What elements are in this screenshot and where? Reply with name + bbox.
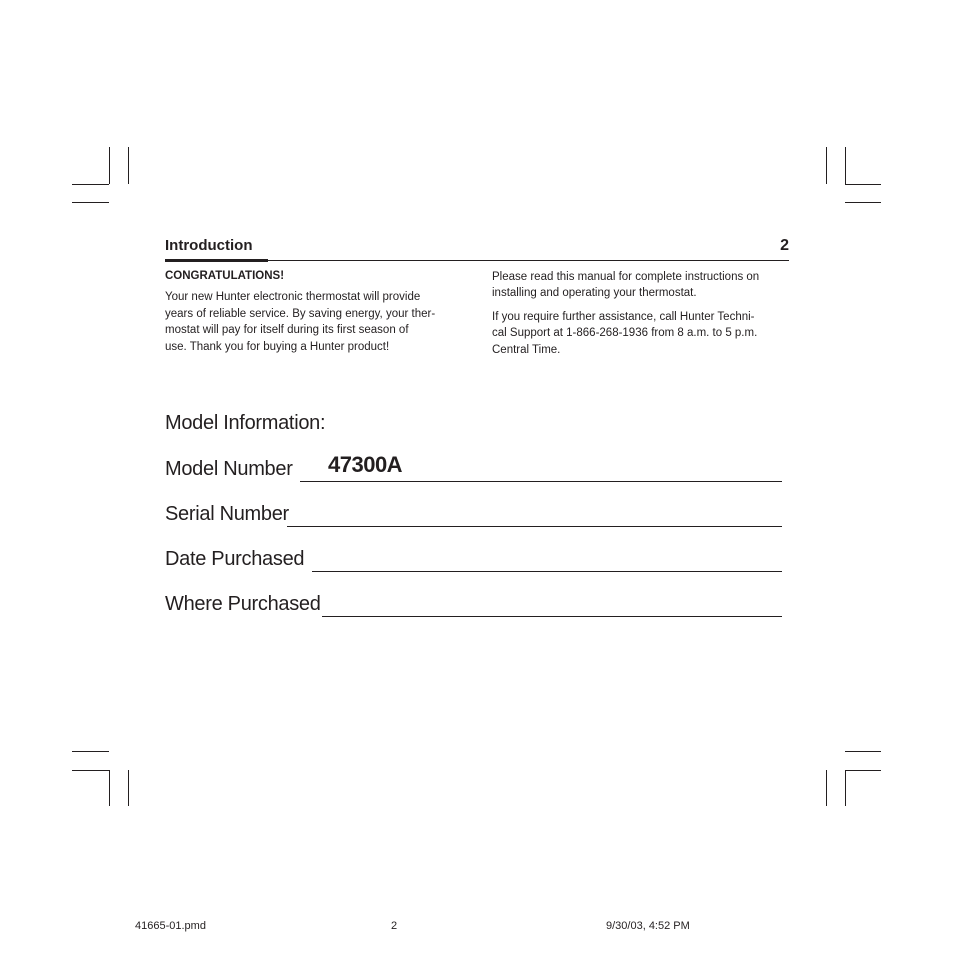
crop-mark [109,147,110,184]
crop-mark [128,147,129,184]
congratulations-block [165,268,465,355]
model-info-title: Model Information: [165,412,326,434]
instructions-paragraph [492,269,792,302]
body-line: If you require further assistance, call Hunter Techni- [492,310,755,323]
date-purchased-line [312,571,782,572]
crop-mark [72,184,109,185]
crop-mark [826,147,827,184]
body-line: use. Thank you for buying a Hunter product! [165,340,390,353]
crop-mark [72,770,109,771]
crop-mark [72,751,109,752]
serial-number-line [287,526,782,527]
where-purchased-line [322,616,782,617]
footer-filename: 41665-01.pmd [135,920,206,932]
model-number-value: 47300A [328,452,403,477]
support-paragraph [492,309,792,358]
section-title: Introduction [165,237,253,254]
instructions-block [492,269,792,358]
body-line: years of reliable service. By saving energy, your ther- [165,307,436,320]
crop-mark [845,147,846,184]
where-purchased-label: Where Purchased [165,593,321,615]
body-line: cal Support at 1-866-268-1936 from 8 a.m. to 5 p.m. [492,327,758,340]
crop-mark [845,202,881,203]
date-purchased-label: Date Purchased [165,548,305,570]
body-line: Your new Hunter electronic thermostat will provide [165,291,421,304]
crop-mark [845,184,881,185]
crop-mark [845,770,846,806]
serial-number-label: Serial Number [165,503,289,525]
body-line: Please read this manual for complete instructions on [492,271,760,283]
section-underline [165,259,268,262]
model-number-line [300,481,782,482]
crop-mark [826,770,827,806]
model-number-label: Model Number [165,458,293,480]
body-line: installing and operating your thermostat. [492,287,697,300]
body-line: mostat will pay for itself during its first season of [165,324,409,337]
model-number-field [165,452,782,484]
footer-page: 2 [391,920,398,932]
congratulations-heading: CONGRATULATIONS! [165,270,285,282]
crop-mark [109,770,110,806]
body-line: Central Time. [492,343,561,356]
page-header [165,237,789,261]
serial-number-field [165,501,782,529]
page-number: 2 [780,237,789,254]
footer-timestamp: 9/30/03, 4:52 PM [606,920,690,932]
date-purchased-field [165,546,782,574]
crop-mark [72,202,109,203]
where-purchased-field [165,591,782,619]
crop-mark [845,770,881,771]
crop-mark [128,770,129,806]
crop-mark [845,751,881,752]
